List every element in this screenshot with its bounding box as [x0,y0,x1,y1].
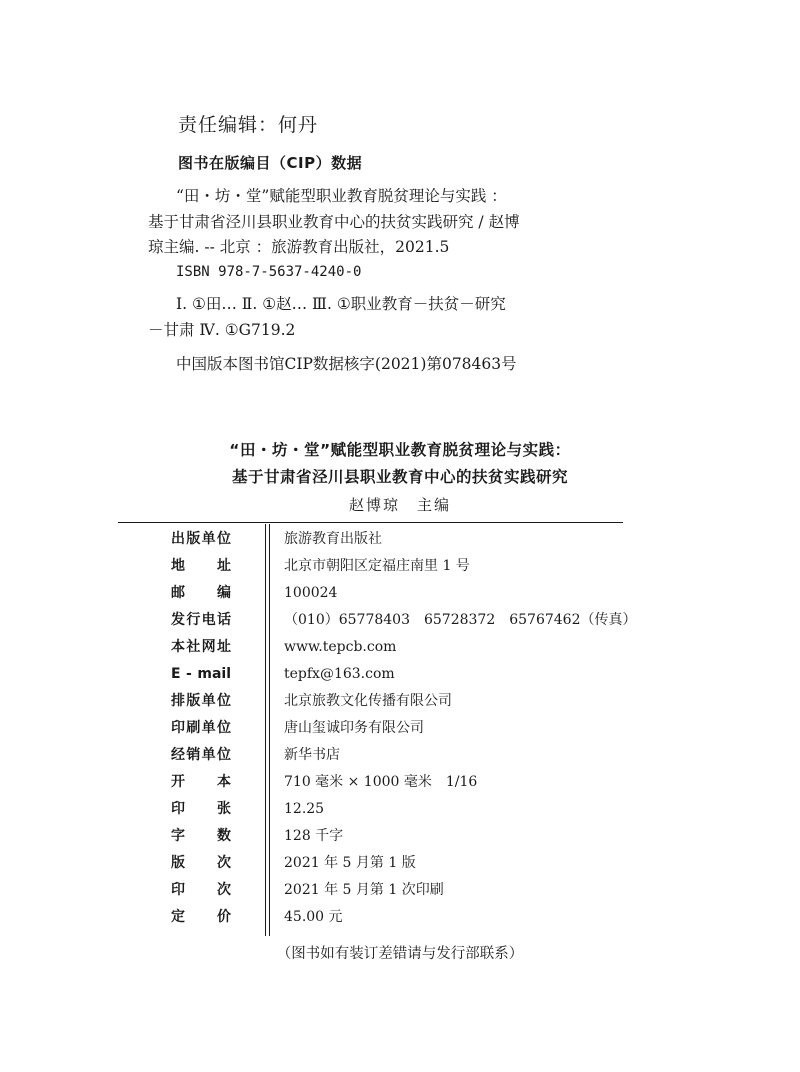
detail-value: 2021 年 5 月第 1 版 [284,855,416,871]
detail-label: 排版单位 [171,693,231,709]
detail-value: 45.00 元 [284,909,343,925]
detail-row [0,634,800,661]
detail-value: 2021 年 5 月第 1 次印刷 [284,882,444,898]
detail-row [0,553,800,580]
detail-row [0,904,800,931]
detail-label: 发行电话 [171,612,231,628]
detail-value: 100024 [284,585,338,601]
detail-row [0,526,800,553]
detail-label: E - mail [171,666,231,682]
cip-isbn: ISBN 978-7-5637-4240-0 [176,264,362,280]
detail-label: 经销单位 [171,747,231,763]
detail-row [0,850,800,877]
detail-label: 版次 [171,855,231,871]
detail-row [0,607,800,634]
cip-line-6: －甘肃 Ⅳ. ①G719.2 [148,321,296,339]
detail-value: 北京市朝阳区定福庄南里 1 号 [284,558,470,574]
detail-label: 印张 [171,801,231,817]
detail-row [0,796,800,823]
detail-value: www.tepcb.com [284,639,397,655]
detail-value: （010）65778403 65728372 65767462（传真） [284,612,637,628]
detail-row [0,769,800,796]
book-title-line-2: 基于甘肃省泾川县职业教育中心的扶贫实践研究 [231,468,568,486]
footnote: （图书如有装订差错请与发行部联系） [276,946,524,962]
detail-label: 开本 [171,774,231,790]
detail-value: 北京旅教文化传播有限公司 [284,693,452,709]
detail-value: 新华书店 [284,747,340,763]
detail-label: 本社网址 [171,639,231,655]
detail-value: 旅游教育出版社 [284,531,382,547]
detail-value: 128 千字 [284,828,344,844]
detail-value: 710 毫米 × 1000 毫米 1/16 [284,774,478,790]
detail-row [0,580,800,607]
detail-value: 12.25 [284,801,325,817]
detail-label: 印次 [171,882,231,898]
detail-row [0,715,800,742]
cip-line-5: Ⅰ. ①田… Ⅱ. ①赵… Ⅲ. ①职业教育－扶贫－研究 [176,295,506,313]
responsible-editor: 责任编辑：何丹 [178,114,319,136]
detail-value: 唐山玺诚印务有限公司 [284,720,424,736]
cip-heading: 图书在版编目（CIP）数据 [178,154,363,172]
detail-label: 印刷单位 [171,720,231,736]
detail-row [0,688,800,715]
detail-label: 邮编 [171,585,231,601]
detail-label: 字数 [171,828,231,844]
detail-row [0,877,800,904]
detail-row [0,742,800,769]
detail-value: tepfx@163.com [284,666,395,682]
detail-label: 出版单位 [171,531,231,547]
detail-label: 定价 [171,909,231,925]
table-top-rule [118,522,623,523]
detail-label: 地址 [171,558,231,574]
cip-record-number: 中国版本图书馆CIP数据核字(2021)第078463号 [176,355,517,373]
detail-row [0,661,800,688]
book-editor: 赵博琼 主编 [348,496,451,514]
cip-line-2: 基于甘肃省泾川县职业教育中心的扶贫实践研究 / 赵博 [148,213,520,231]
cip-line-1: “田・坊・堂”赋能型职业教育脱贫理论与实践 ： [176,187,507,205]
book-title-line-1: “田・坊・堂”赋能型职业教育脱贫理论与实践： [229,441,571,459]
detail-row [0,823,800,850]
cip-line-3: 琼主编. -- 北京 ：旅游教育出版社，2021.5 [148,238,450,256]
